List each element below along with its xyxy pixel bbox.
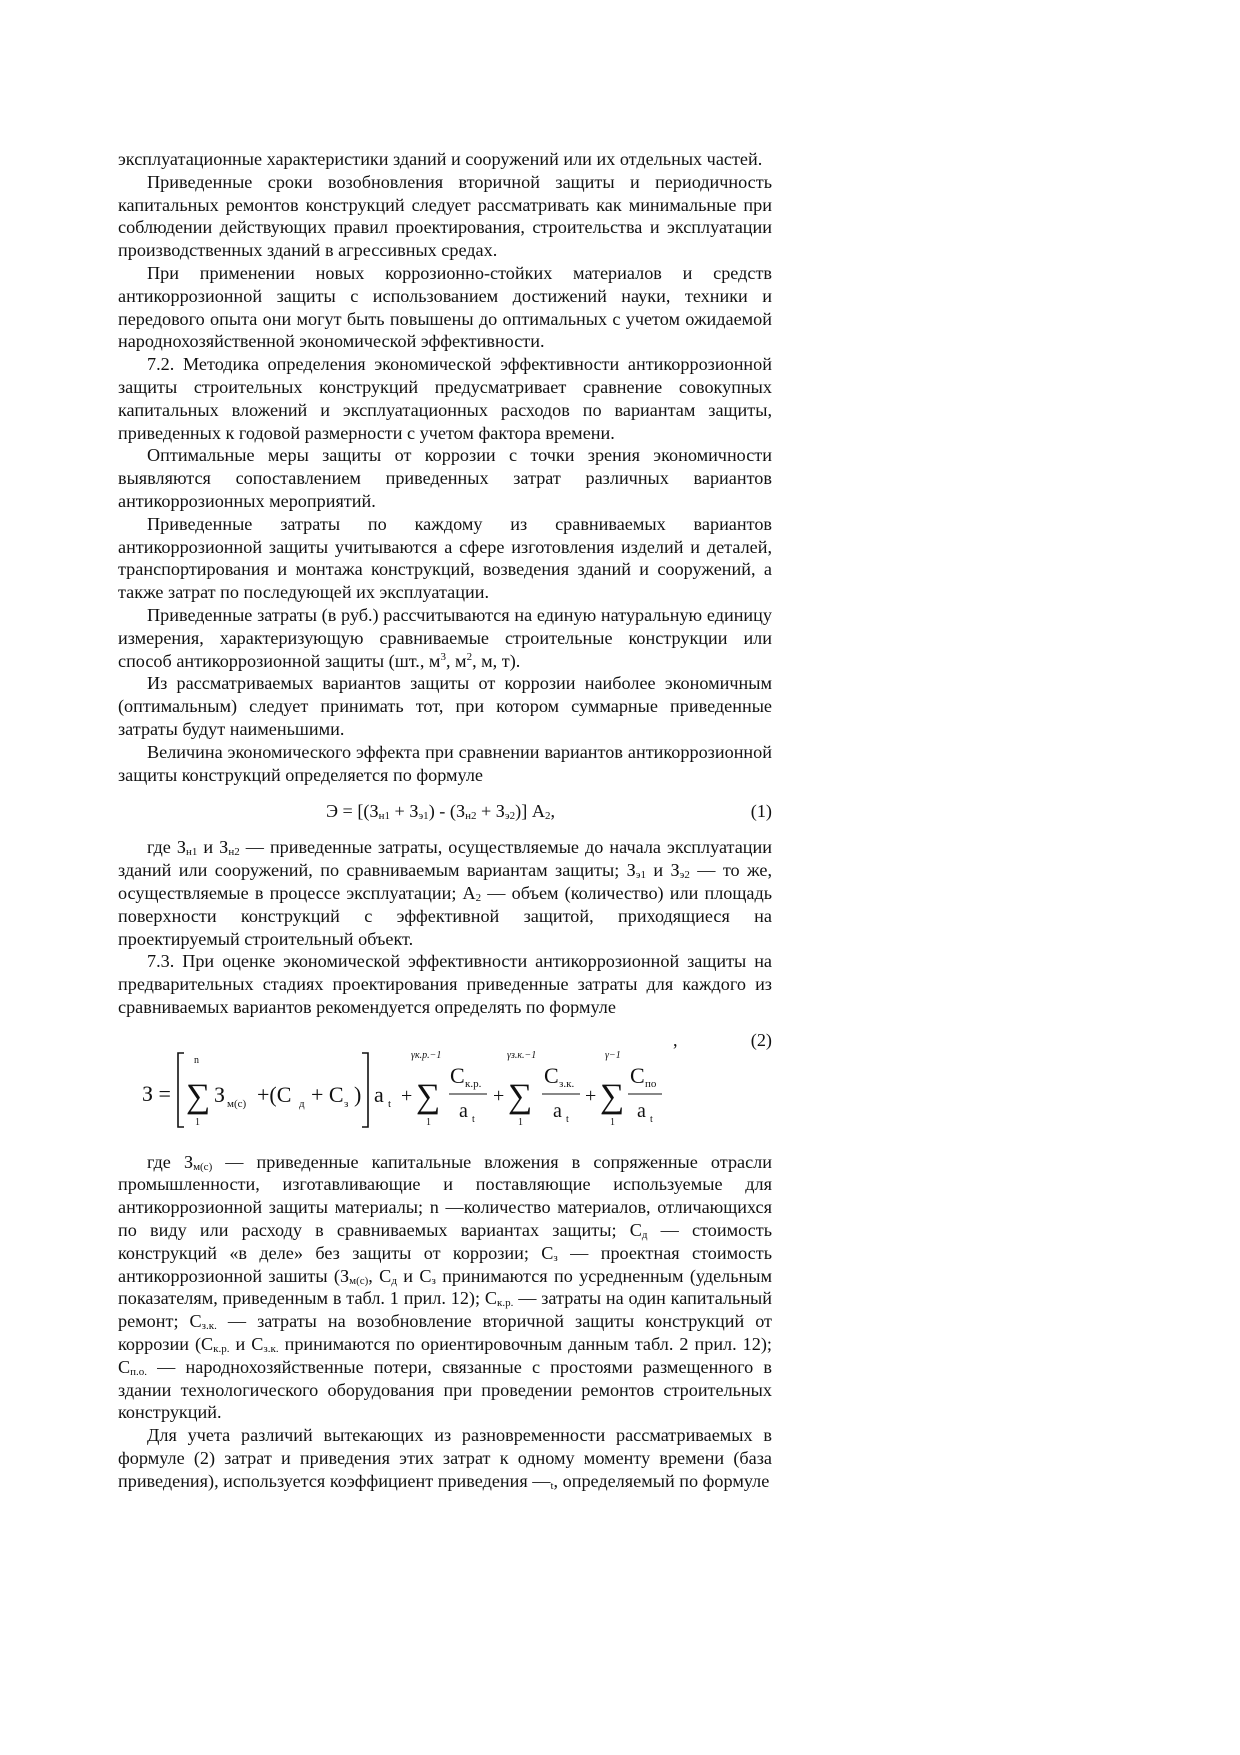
sum1-lower: 1 [195, 1116, 200, 1128]
frac2-denominator-a: a [553, 1099, 562, 1122]
left-bracket [178, 1053, 184, 1127]
czk-subscript: з.к. [559, 1077, 575, 1090]
zm-symbol: З [214, 1081, 226, 1107]
paragraph-3: При применении новых коррозионно-стойких материалов и средств антикоррозионной защиты с использованием достижений науки, техники и передового опыта они могут быть повышены до оптимальных с учетом ожидаемой народнохозяйственной экономической эффективности. [118, 262, 772, 352]
frac2-denominator-t: t [566, 1113, 569, 1125]
formula-2-lhs: З = [142, 1080, 171, 1106]
ckr-symbol: С [450, 1062, 465, 1088]
plus-1: + [401, 1084, 413, 1107]
paragraph-6: Приведенные затраты по каждому из сравниваемых вариантов антикоррозионной защиты учитываются а сфере изготовления изделий и деталей, транспортирования и монтажа конструкций, возведения зданий и сооружений, а также затрат по последующей их эксплуатации. [118, 513, 772, 603]
plus-3: + [585, 1084, 597, 1107]
paragraph-effect: Величина экономического эффекта при сравнении вариантов антикоррозионной защиты конструкций определяется по формуле [118, 741, 772, 785]
coefficient-symbol: — [532, 1470, 551, 1491]
formula-1 [118, 790, 772, 836]
paragraph-units: Приведенные затраты (в руб.) рассчитываются на единую натуральную единицу измерения, характеризующую сравниваемые строительные конструкции или способ антикоррозионной защиты (шт., $м^3$, $м^2$, м, т). [118, 604, 772, 671]
formula-2 [118, 1023, 772, 1151]
close-paren: ) [354, 1081, 362, 1107]
frac1-denominator-t: t [472, 1113, 475, 1125]
sum4-sigma: ∑ [600, 1077, 625, 1115]
zm-subscript: м(с) [227, 1097, 247, 1110]
paragraph-4: 7.2. Методика определения экономической эффективности антикоррозионной защиты строительных конструкций предусматривает сравнение совокупных капитальных вложений и эксплуатационных расходов по вариантам защиты, приведенных к годовой размерности с учетом фактора времени. [118, 354, 772, 443]
frac3-denominator-t: t [650, 1113, 653, 1125]
sum3-sigma: ∑ [508, 1077, 533, 1115]
paragraph-last: Для учета различий вытекающих из разновременности рассматриваемых в формуле (2) затрат и приведения этих затрат к одному моменту времени (база приведения), используется коэффициент приведения $—_t$, определяемый по формуле [118, 1425, 772, 1492]
formula-2-comma: , [673, 1029, 678, 1050]
paragraph-where-2: где $З_{м(с)}$ — приведенные капитальные вложения в сопряженные отрасли промышленности, изготавливающие и поставляющие используемые для антикоррозионной защиты материалы; n —количество материалов, отличающихся по виду или расходу в сравниваемых вариантах защиты; $С_д$ — стоимость конструкций «в деле» без защиты от коррозии; $С_з$ — проектная стоимость антикоррозионной зашиты ($З_{м(с)}$, $С_д$ и $С_з$ принимаются по усредненным (удельным показателям, приведенным в табл. 1 прил. 12); $С_{к.р.}$ — затраты на один капитальный ремонт; $С_{з.к.}$ — затраты на возобновление вторичной защиты конструкций от коррозии ($С_{к.р.}$ и $С_{з.к.}$ принимаются по ориентировочным данным табл. 2 прил. 12); $С_{п.о.}$ — народнохозяйственные потери, связанные с простоями размещенного в здании технологического оборудования при проведении ремонтов строительных конструкций. [118, 1151, 773, 1423]
sum3-upper: γз.к.−1 [507, 1049, 537, 1061]
paragraph-1: эксплуатационные характеристики зданий и сооружений или их отдельных частей. [118, 149, 763, 169]
formula-1-number: (1) [750, 801, 772, 822]
cz-symbol: + С [311, 1081, 344, 1107]
a-subscript: t [388, 1097, 392, 1110]
cpo-symbol: С [630, 1062, 645, 1088]
cpo-subscript: по [645, 1077, 657, 1090]
paragraph-7-3: 7.3. При оценке экономической эффективности антикоррозионной защиты на предварительных стадиях проектирования приведенные затраты для каждого из сравниваемых вариантов рекомендуется определять по формуле [118, 951, 772, 1017]
formula-2-graphic [118, 1023, 678, 1151]
paragraph-2: Приведенные сроки возобновления вторичной защиты и периодичность капитальных ремонтов конструкций следует рассматривать как минимальные при соблюдении действующих правил проектирования, строительства и эксплуатации производственных зданий в агрессивных средах. [118, 171, 772, 261]
paragraph-where-1: где $З_{н1}$ и $З_{н2}$ — приведенные затраты, осуществляемые до начала эксплуатации зданий или сооружений, по сравниваемым вариантам защиты; $З_{э1}$ и $З_{э2}$ — то же, осуществляемые в процессе эксплуатации; $A_2$ — объем (количество) или площадь поверхности конструкций с эффективной защитой, приходящиеся на проектируемый строительный объект. [118, 837, 772, 949]
paragraph-5: Оптимальные меры защиты от коррозии с точки зрения экономичности выявляются сопоставлением приведенных затрат различных вариантов антикоррозионных мероприятий. [118, 445, 772, 511]
sum1-upper: n [194, 1054, 199, 1066]
sum3-lower: 1 [518, 1116, 523, 1128]
a-factor: a [374, 1081, 384, 1107]
sum2-sigma: ∑ [416, 1077, 441, 1115]
sum4-lower: 1 [610, 1116, 615, 1128]
frac3-denominator-a: a [637, 1099, 646, 1122]
sum4-upper: γ−1 [605, 1049, 621, 1061]
right-bracket [362, 1053, 368, 1127]
ckr-subscript: к.р. [465, 1077, 482, 1090]
czk-symbol: С [544, 1062, 559, 1088]
cz-subscript: з [344, 1097, 349, 1110]
sum1-sigma: ∑ [186, 1077, 211, 1115]
cd-open: +(С [257, 1081, 292, 1107]
formula-1-expression: $Э = [(З_{н1} + З_{э1}) - (З_{н2} + З_{э2})]$ $A_2$, [326, 801, 555, 823]
frac1-denominator-a: a [459, 1099, 468, 1122]
formula-2-number: (2) [750, 1029, 772, 1050]
plus-2: + [493, 1084, 505, 1107]
cd-subscript: д [299, 1097, 305, 1110]
document-body [118, 148, 772, 1493]
paragraph-optimal: Из рассматриваемых вариантов защиты от коррозии наиболее экономичным (оптимальным) следует принимать тот, при котором суммарные приведенные затраты будут наименьшими. [118, 673, 772, 739]
sum2-lower: 1 [426, 1116, 431, 1128]
sum2-upper: γк.р.−1 [411, 1049, 442, 1061]
